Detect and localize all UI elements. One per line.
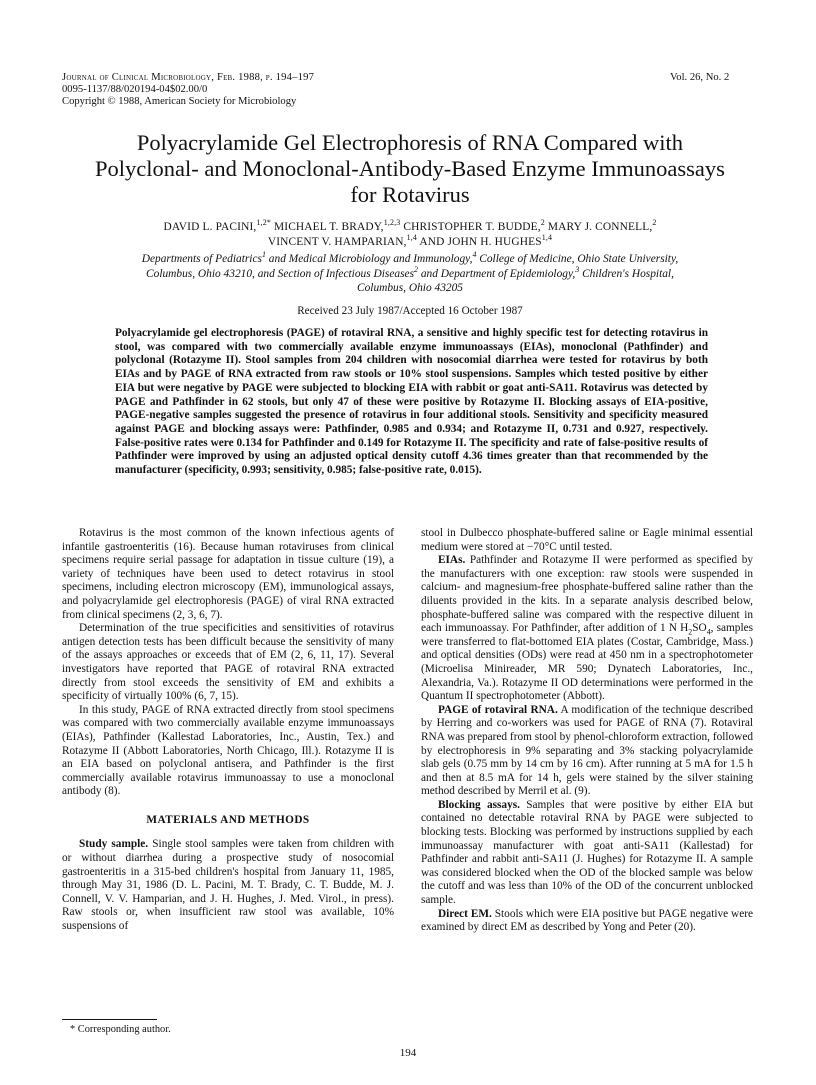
paragraph-body: A modification of the technique described by Herring and co-workers was used for PAGE of RNA (7). Rotaviral RNA was prepared from stool by phenol-chloroform extraction, followed by electrophoresis in 9% separating and 3% stacking polyacrylamide slab gels (0.75 mm by 14 cm by 16 cm). After running at 5 mA for 1.5 h and then at 8.5 mA for 14 h, gels were stained by the silver staining method described by Merril et al. (9). xyxy=(421,703,753,798)
affiliation-text: Children's Hospital, xyxy=(579,267,674,280)
author-name: MICHAEL T. BRADY, xyxy=(270,221,384,233)
abstract: Polyacrylamide gel electrophoresis (PAGE) of rotaviral RNA, a sensitive and highly specific test for detecting rotavirus in stool, was compared with two commercially available enzyme immunoassays (EIAs), monoclonal (Pathfinder) and polyclonal (Rotazyme II). Stool samples from 204 children with nosocomial diarrhea were tested for rotavirus by both EIAs and by PAGE of RNA extracted from raw stools or 10% stool suspensions. Samples which tested positive by either EIA but were negative by PAGE were subjected to blocking EIA with rabbit or goat anti-SA11. Rotavirus was detected by PAGE and Pathfinder in 62 stools, but only 47 of these were positive by Rotazyme II. Blocking assays of EIA-positive, PAGE-negative samples suggested the presence of rotavirus in four additional stools. Sensitivity and specificity measured against PAGE and blocking assays were: Pathfinder, 0.985 and 0.934; and Rotazyme II, 0.731 and 0.927, respectively. False-positive rates were 0.134 for Pathfinder and 0.149 for Rotazyme II. The specificity and rate of false-positive results of Pathfinder were improved by using an adjusted optical density cutoff 4.36 times greater than that recommended by the manufacturer (specificity, 0.993; sensitivity, 0.985; false-positive rate, 0.015). xyxy=(115,327,708,477)
footnote-divider xyxy=(62,1019,157,1020)
subscript: 2 xyxy=(688,627,693,637)
author-affiliation-mark: 1,4 xyxy=(541,232,553,242)
paragraph-body: Pathfinder and Rotazyme II were performed as specified by the manufacturers with one exception: raw stools were suspended in calcium- and magnesium-free phosphate-buffered saline rather than the diluents provided in the kits. In a separate analysis described below, phosphate-buffered saline was compared with the respective diluent in each immunoassay. For Pathfinder, after addition of 1 N H xyxy=(421,554,753,635)
author-name: DAVID L. PACINI, xyxy=(163,221,257,233)
received-dates: Received 23 July 1987/Accepted 16 October 1987 xyxy=(297,305,523,317)
author-affiliations xyxy=(60,252,760,296)
paragraph-heading: Study sample. xyxy=(79,838,149,851)
author-name: CHRISTOPHER T. BUDDE, xyxy=(400,221,541,233)
paragraph-heading: PAGE of rotaviral RNA. xyxy=(438,703,558,716)
paragraph-body: Stools which were EIA positive but PAGE negative were examined by direct EM as described by Yong and Peter (20). xyxy=(421,907,753,934)
author-name: MARY J. CONNELL, xyxy=(544,221,653,233)
corresponding-author-footnote: * Corresponding author. xyxy=(70,1024,171,1035)
paragraph-heading: EIAs. xyxy=(438,554,466,567)
author-affiliation-mark: 1,2,3 xyxy=(383,218,401,228)
author-affiliation-mark: 2 xyxy=(540,218,545,228)
paragraph-body: SO xyxy=(692,622,707,635)
author-name: VINCENT V. HAMPARIAN, xyxy=(267,235,407,248)
right-column xyxy=(421,527,753,935)
page-number: 194 xyxy=(399,1047,417,1059)
paragraph-body: , samples were transferred to flat-bottomed EIA plates (Costar, Cambridge, Mass.) and optical densities (ODs) were read at 450 nm in a spectrophotometer (Microelisa Minireader, MR 590; Dynatech Laboratories, Inc., Alexandria, Va.). Rotazyme II OD determinations were performed in the Quantum II spectrophotometer (Abbott). xyxy=(421,622,753,703)
article-title xyxy=(60,130,760,208)
author-affiliation-mark: 1,4 xyxy=(406,232,418,242)
continued-paragraph: stool in Dulbecco phosphate-buffered saline or Eagle minimal essential medium were stored at −70°C until tested. xyxy=(421,527,753,553)
title-line-3: for Rotavirus xyxy=(350,182,470,207)
affiliation-text: and Medical Microbiology and Immunology, xyxy=(265,253,473,265)
intro-paragraph: Determination of the true specificities and sensitivities of rotavirus antigen detection tests has been difficult because the sensitivity of many of the assays approaches or exceeds that of EM (2, 6, 11, 17). Several investigators have reported that PAGE of rotaviral RNA extracted directly from stool exceeds the sensitivity of EM and exhibits a specificity of virtually 100% (6, 7, 15). xyxy=(62,622,394,703)
paragraph-body: Samples that were positive by either EIA but contained no detectable rotaviral RNA by PAGE were subjected to blocking tests. Blocking was performed by instructions supplied by each immunoassay manufacturer with goat anti-SA11 (Kallestad) for Pathfinder and rabbit anti-SA11 (J. Hughes) for Rotazyme II. A sample was considered blocked when the OD of the blocked sample was below the cutoff and was less than 10% of the OD of the concurrent unblocked sample. xyxy=(421,798,753,907)
affiliation-text: and Department of Epidemiology, xyxy=(418,267,576,280)
journal-citation: Journal of Clinical Microbiology, Feb. 1988, p. 194–197 xyxy=(62,72,315,83)
affiliation-text: Columbus, Ohio 43205 xyxy=(356,282,463,295)
affiliation-mark: 3 xyxy=(575,264,580,274)
intro-paragraph: Rotavirus is the most common of the known infectious agents of infantile gastroenteritis (16). Because human rotaviruses from clinical specimens require serial passage for adaptation in tissue culture (19), a variety of techniques have been used to detect rotavirus in stool specimens, including electron microscopy (EM), immunological assays, and polyacrylamide gel electrophoresis (PAGE) of viral RNA extracted from clinical specimens (2, 3, 6, 7). xyxy=(62,527,394,621)
affiliation-mark: 4 xyxy=(472,250,477,260)
blocking-paragraph xyxy=(421,799,753,908)
title-line-2: Polyclonal- and Monoclonal-Antibody-Based Enzyme Immunoassays xyxy=(95,156,725,181)
affiliation-text: Departments of Pediatrics xyxy=(141,253,262,265)
affiliation-text: College of Medicine, Ohio State University, xyxy=(476,253,679,265)
study-sample-paragraph xyxy=(62,838,394,933)
page-method-paragraph xyxy=(421,704,753,799)
journal-header xyxy=(62,72,762,109)
affiliation-text: Columbus, Ohio 43210, and Section of Infectious Diseases xyxy=(146,267,415,280)
author-affiliation-mark: 1,2* xyxy=(256,218,271,228)
volume-issue: Vol. 26, No. 2 xyxy=(670,72,730,83)
direct-em-paragraph xyxy=(421,908,753,935)
issn-line: 0095-1137/88/020194-04$02.00/0 xyxy=(62,84,208,96)
eia-paragraph xyxy=(421,554,753,704)
title-line-1: Polyacrylamide Gel Electrophoresis of RNA Compared with xyxy=(136,130,684,155)
affiliation-mark: 1 xyxy=(261,250,266,260)
paragraph-heading: Blocking assays. xyxy=(438,798,520,811)
section-heading: MATERIALS AND METHODS xyxy=(146,813,310,826)
intro-paragraph: In this study, PAGE of RNA extracted directly from stool specimens was compared with two commercially available enzyme immunoassays (EIAs), Pathfinder (Kallestad Laboratories, Inc., Austin, Tex.) and Rotazyme II (Abbott Laboratories, North Chicago, Ill.). Rotazyme II is an EIA based on polyclonal antisera, and Pathfinder is the first commercially available rotavirus immunoassay to use a monoclonal antibody (8). xyxy=(62,703,394,798)
paragraph-body: Single stool samples were taken from children with or without diarrhea during a prospective study of nosocomial gastroenteritis in a 315-bed children's hospital from January 11, 1985, through May 31, 1986 (D. L. Pacini, M. T. Brady, C. T. Budde, M. J. Connell, V. V. Hamparian, and J. H. Hughes, J. Med. Virol., in press). Raw stools or, when insufficient raw stool was available, 10% suspensions of xyxy=(62,838,394,933)
author-list xyxy=(60,220,760,249)
left-column xyxy=(62,527,394,934)
affiliation-mark: 2 xyxy=(414,264,418,274)
paragraph-heading: Direct EM. xyxy=(438,907,492,920)
author-affiliation-mark: 2 xyxy=(652,218,657,228)
copyright-line: Copyright © 1988, American Society for Microbiology xyxy=(62,96,297,108)
author-name: AND JOHN H. HUGHES xyxy=(417,235,542,248)
subscript: 4 xyxy=(706,627,711,637)
